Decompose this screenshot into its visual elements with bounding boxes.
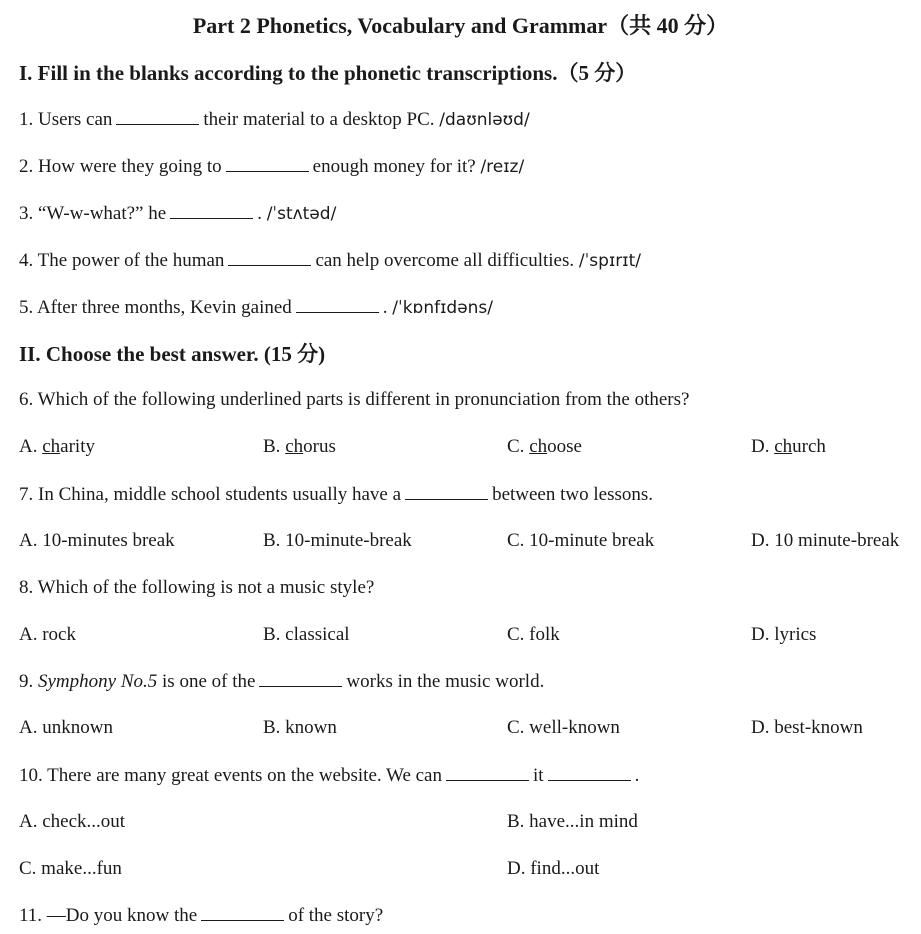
phonetic-transcription: /reɪz/	[480, 157, 525, 177]
option-d[interactable]: D. find...out	[507, 858, 600, 879]
question-10-text-mid: it	[533, 765, 544, 786]
phonetic-transcription: /ˈkɒnfɪdəns/	[392, 298, 494, 318]
answer-blank[interactable]	[228, 248, 311, 266]
question-2-text-end: enough money for it?	[312, 156, 476, 177]
question-7	[19, 482, 653, 507]
option-c[interactable]: C. well-known	[507, 717, 620, 738]
option-rest: arity	[60, 436, 95, 457]
question-2	[19, 154, 524, 179]
question-4	[19, 248, 641, 273]
section-2-heading: II. Choose the best answer. (15 分)	[19, 342, 326, 366]
option-rest: orus	[303, 436, 336, 457]
answer-blank[interactable]	[548, 763, 631, 781]
option-b[interactable]	[263, 435, 336, 459]
answer-blank[interactable]	[170, 201, 253, 219]
option-d[interactable]: D. lyrics	[751, 624, 817, 645]
answer-blank[interactable]	[116, 107, 199, 125]
section-1-heading: I. Fill in the blanks according to the phonetic transcriptions.（5 分）	[19, 61, 637, 85]
answer-blank[interactable]	[259, 669, 342, 687]
page-title: Part 2 Phonetics, Vocabulary and Grammar（共 40 分）	[192, 13, 729, 38]
question-9	[19, 669, 544, 694]
question-11	[19, 903, 383, 928]
answer-blank[interactable]	[201, 903, 284, 921]
answer-blank[interactable]	[226, 154, 309, 172]
phonetic-transcription: /ˈstʌtəd/	[266, 204, 337, 224]
phonetic-transcription: /daʊnləʊd/	[439, 110, 530, 130]
option-c[interactable]	[507, 435, 582, 459]
underlined-part: ch	[285, 436, 304, 457]
underlined-part: ch	[529, 436, 548, 457]
question-1-text: 1. Users can	[19, 109, 113, 130]
question-11-text-end: of the story?	[288, 905, 384, 926]
question-10-text-end: .	[634, 765, 640, 786]
answer-blank[interactable]	[446, 763, 529, 781]
option-letter: D.	[751, 436, 775, 457]
phonetic-transcription: /ˈspɪrɪt/	[578, 251, 641, 271]
option-b[interactable]: B. have...in mind	[507, 811, 638, 832]
question-3	[19, 201, 336, 226]
question-5-text: 5. After three months, Kevin gained	[19, 297, 292, 318]
option-b[interactable]: B. classical	[263, 624, 350, 645]
question-10	[19, 763, 639, 788]
question-9-text: is one of the	[162, 671, 256, 692]
question-5-text-end: .	[382, 297, 388, 318]
question-5	[19, 295, 493, 320]
option-c[interactable]: C. 10-minute break	[507, 530, 655, 551]
option-letter: B.	[263, 436, 286, 457]
question-9-text-end: works in the music world.	[346, 671, 545, 692]
question-8-text: 8. Which of the following is not a music style?	[19, 577, 375, 598]
option-rest: oose	[547, 436, 582, 457]
question-11-text: 11. —Do you know the	[19, 905, 198, 926]
question-6-text: 6. Which of the following underlined parts is different in pronunciation from the others?	[19, 389, 690, 410]
option-letter: A.	[19, 436, 43, 457]
question-4-text: 4. The power of the human	[19, 250, 225, 271]
option-letter: C.	[507, 436, 530, 457]
question-1-text-end: their material to a desktop PC.	[203, 109, 435, 130]
question-10-text: 10. There are many great events on the website. We can	[19, 765, 442, 786]
option-d[interactable]	[751, 435, 826, 459]
option-b[interactable]: B. known	[263, 717, 337, 738]
question-7-text-end: between two lessons.	[492, 484, 654, 505]
question-number: 9.	[19, 671, 34, 692]
option-d[interactable]: D. 10 minute-break	[751, 530, 900, 551]
question-1	[19, 107, 530, 132]
option-a[interactable]: A. unknown	[19, 717, 113, 738]
option-a[interactable]: A. check...out	[19, 811, 126, 832]
question-4-text-end: can help overcome all difficulties.	[315, 250, 575, 271]
underlined-part: ch	[774, 436, 793, 457]
option-a[interactable]: A. 10-minutes break	[19, 530, 175, 551]
question-3-text: 3. “W-w-what?” he	[19, 203, 167, 224]
option-b[interactable]: B. 10-minute-break	[263, 530, 412, 551]
answer-blank[interactable]	[405, 482, 488, 500]
option-d[interactable]: D. best-known	[751, 717, 863, 738]
option-rest: urch	[792, 436, 826, 457]
work-title: Symphony No.5	[38, 671, 158, 692]
question-2-text: 2. How were they going to	[19, 156, 222, 177]
option-a[interactable]	[19, 435, 95, 459]
answer-blank[interactable]	[296, 295, 379, 313]
question-7-text: 7. In China, middle school students usually have a	[19, 484, 402, 505]
underlined-part: ch	[42, 436, 61, 457]
option-c[interactable]: C. make...fun	[19, 858, 122, 879]
option-c[interactable]: C. folk	[507, 624, 560, 645]
question-3-text-end: .	[257, 203, 262, 224]
option-a[interactable]: A. rock	[19, 624, 76, 645]
